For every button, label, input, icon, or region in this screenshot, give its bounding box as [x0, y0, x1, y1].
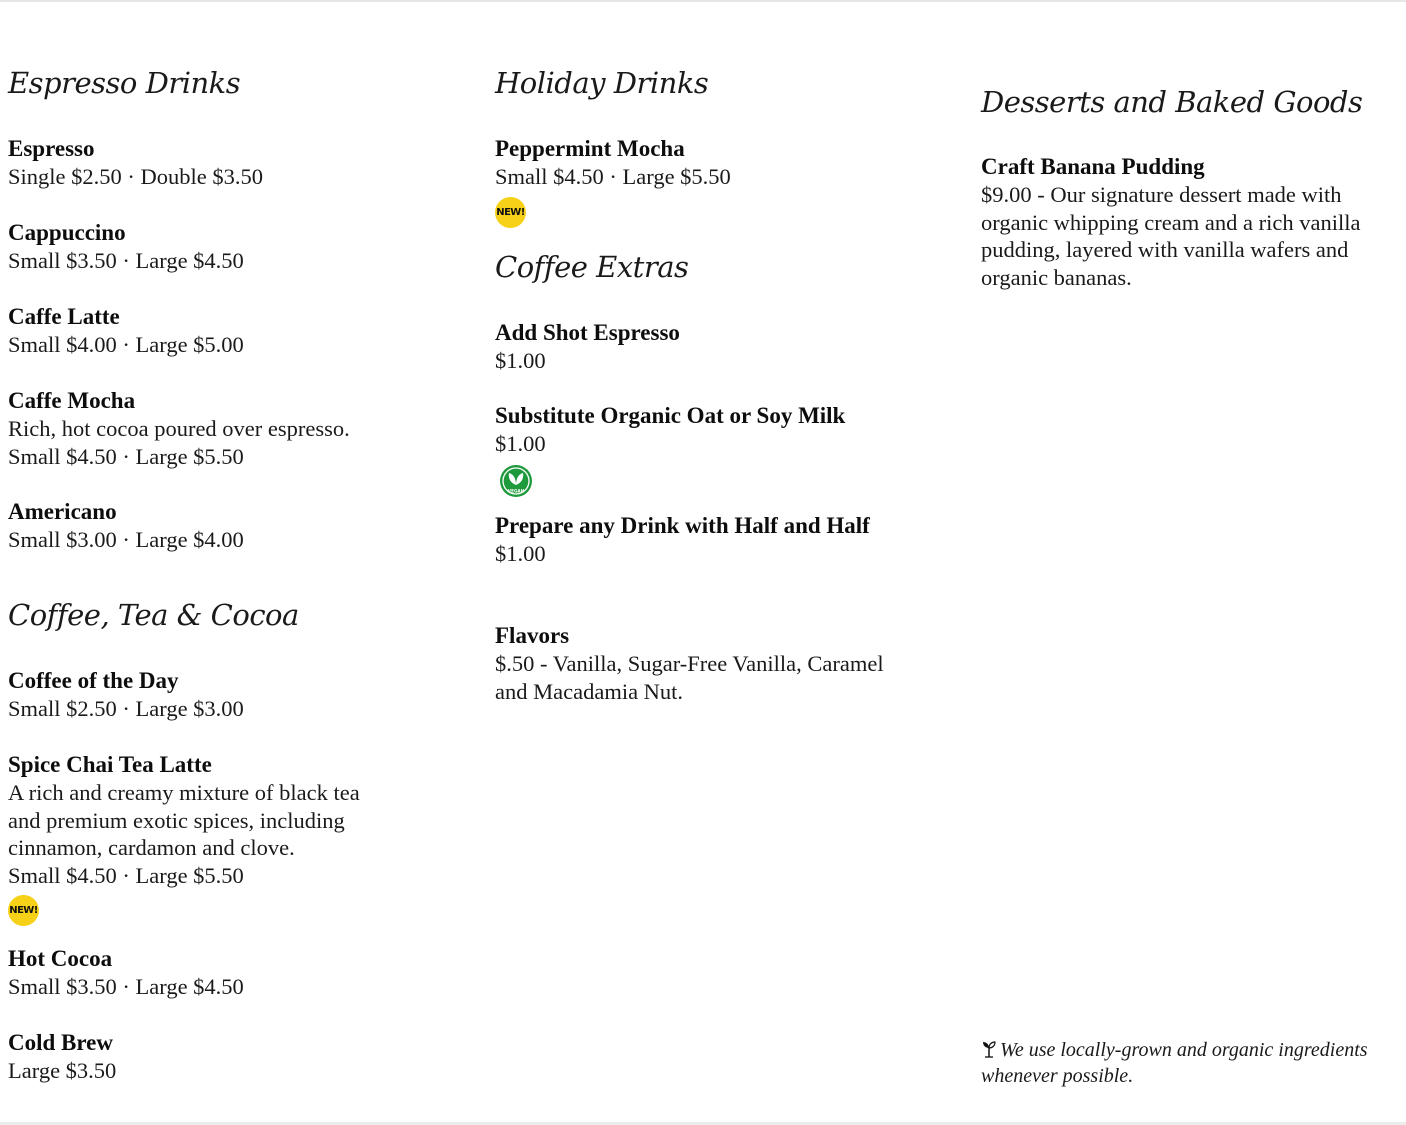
- vegan-badge-label: VEGAN: [507, 488, 525, 493]
- section-title-holiday-drinks: Holiday Drinks: [495, 66, 709, 100]
- menu-item-peppermint-mocha: [495, 135, 731, 228]
- item-name: Peppermint Mocha: [495, 136, 685, 161]
- item-price: Small $4.50 · Large $5.50: [8, 862, 244, 888]
- menu-item-caffe-mocha: [8, 387, 350, 470]
- menu-item-flavors: [495, 622, 920, 705]
- item-name: Prepare any Drink with Half and Half: [495, 513, 870, 538]
- menu-item-cappuccino: [8, 219, 244, 275]
- item-description: $.50 - Vanilla, Sugar-Free Vanilla, Caramel and Macadamia Nut.: [495, 651, 884, 704]
- ingredients-footnote: [981, 1037, 1391, 1089]
- item-price: Small $4.00 · Large $5.00: [8, 332, 244, 357]
- menu-item-americano: [8, 498, 244, 554]
- menu-item-craft-banana-pudding: [981, 153, 1391, 291]
- item-name: Hot Cocoa: [8, 946, 113, 971]
- item-price: Small $3.50 · Large $4.50: [8, 248, 244, 273]
- item-name: Cold Brew: [8, 1030, 113, 1055]
- top-border: [0, 0, 1406, 2]
- item-price: Small $3.00 · Large $4.00: [8, 527, 244, 552]
- item-name: Cappuccino: [8, 220, 126, 245]
- section-title-coffee-extras: Coffee Extras: [495, 250, 689, 284]
- item-price: Single $2.50 · Double $3.50: [8, 164, 263, 189]
- item-name: Craft Banana Pudding: [981, 154, 1205, 179]
- menu-item-caffe-latte: [8, 303, 244, 359]
- section-title-coffee-tea-cocoa: Coffee, Tea & Cocoa: [8, 598, 299, 632]
- menu-item-add-shot-espresso: [495, 319, 680, 375]
- footnote-text: We use locally-grown and organic ingredients whenever possible.: [981, 1039, 1368, 1087]
- new-badge-icon: NEW!: [8, 895, 39, 926]
- item-name: Caffe Mocha: [8, 388, 136, 413]
- vegan-icon: [499, 464, 533, 498]
- section-title-desserts: Desserts and Baked Goods: [981, 85, 1363, 119]
- item-description: Rich, hot cocoa poured over espresso.: [8, 416, 350, 441]
- item-price: Small $4.50 · Large $5.50: [495, 164, 731, 189]
- item-name: Add Shot Espresso: [495, 320, 680, 345]
- item-description: A rich and creamy mixture of black tea and premium exotic spices, including cinnamon, cardamon and clove.: [8, 780, 360, 860]
- item-price: Small $3.50 · Large $4.50: [8, 974, 244, 999]
- item-price: $1.00: [495, 541, 546, 566]
- section-title-espresso-drinks: Espresso Drinks: [8, 66, 241, 100]
- item-price: $1.00: [495, 431, 546, 456]
- item-price: Small $4.50 · Large $5.50: [8, 443, 244, 469]
- item-price: $1.00: [495, 348, 546, 373]
- item-name: Spice Chai Tea Latte: [8, 752, 212, 777]
- menu-item-coffee-of-the-day: [8, 667, 244, 723]
- item-name: Espresso: [8, 136, 95, 161]
- item-name: Caffe Latte: [8, 304, 120, 329]
- menu-item-substitute-milk: [495, 402, 845, 498]
- item-name: Coffee of the Day: [8, 668, 179, 693]
- item-name: Americano: [8, 499, 117, 524]
- menu-item-half-and-half: [495, 512, 895, 568]
- item-price: Small $2.50 · Large $3.00: [8, 696, 244, 721]
- sprout-icon: [981, 1040, 997, 1058]
- item-description: $9.00 - Our signature dessert made with organic whipping cream and a rich vanilla pudding, layered with vanilla wafers and organic bananas.: [981, 182, 1361, 290]
- menu-item-hot-cocoa: [8, 945, 244, 1001]
- item-name: Substitute Organic Oat or Soy Milk: [495, 403, 846, 428]
- menu-item-espresso: [8, 135, 263, 191]
- new-badge-icon: NEW!: [495, 197, 526, 228]
- item-name: Flavors: [495, 623, 570, 648]
- menu-item-cold-brew: [8, 1029, 116, 1085]
- item-price: Large $3.50: [8, 1058, 117, 1083]
- menu-item-spice-chai-tea-latte: [8, 751, 393, 926]
